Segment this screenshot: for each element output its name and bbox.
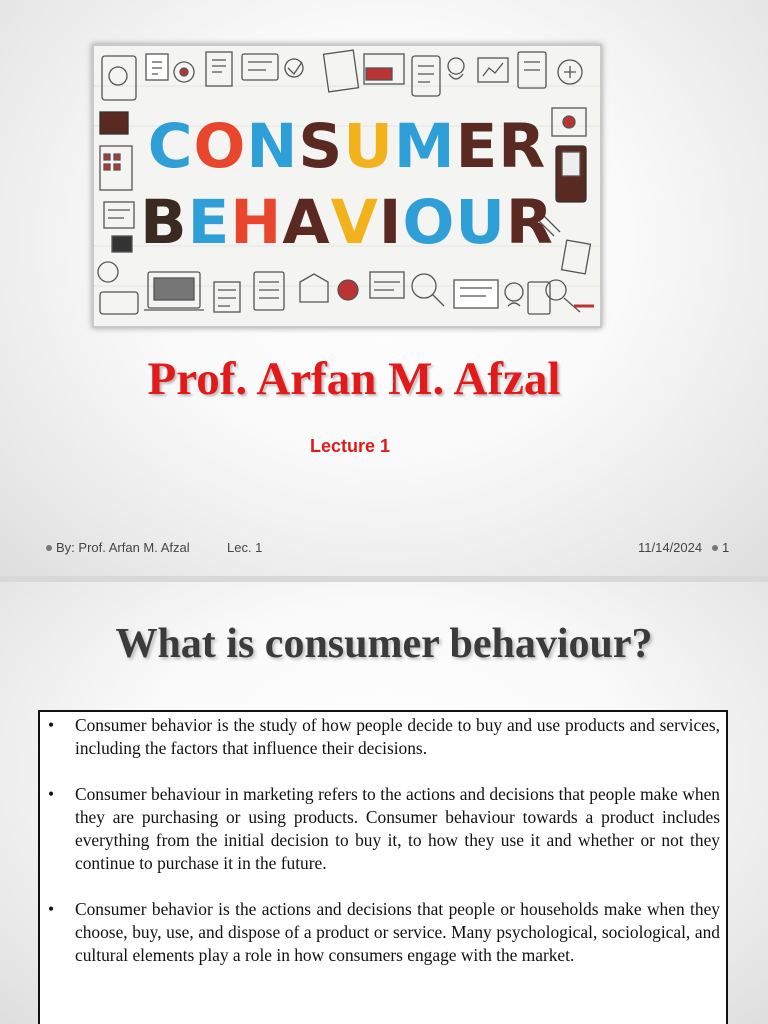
doodle-illustrations xyxy=(94,46,600,326)
professor-name: Prof. Arfan M. Afzal xyxy=(147,353,561,405)
bullet-dot-icon xyxy=(712,545,718,551)
consumer-behaviour-banner xyxy=(92,44,602,328)
list-item xyxy=(46,714,720,760)
consumer-letter: U xyxy=(343,111,394,182)
consumer-letter: N xyxy=(246,111,299,182)
footer-author-text: By: Prof. Arfan M. Afzal xyxy=(56,540,190,555)
behaviour-letter: R xyxy=(505,187,554,258)
consumer-letter: C xyxy=(147,111,194,182)
page-number-text: 1 xyxy=(722,540,730,555)
behaviour-letter: V xyxy=(330,187,379,258)
behaviour-letter: A xyxy=(282,187,331,258)
bullet-icon: • xyxy=(48,899,55,919)
bullet-dot-icon xyxy=(46,545,52,551)
footer-page-number xyxy=(712,540,729,555)
footer-date-text: 11/14/2024 xyxy=(638,540,703,555)
list-item xyxy=(46,783,720,875)
list-item-text: Consumer behavior is the actions and decisions that people or households make when they choose, buy, use, and dispose of a product or service. Many psychological, sociological, and cultural elements play a role in how consumers engage with the market. xyxy=(75,899,720,965)
list-item-text: Consumer behaviour in marketing refers to the actions and decisions that people make when they are purchasing or using products. Consumer behaviour towards a product includes everything from the initial decision to buy it, to how they use it and whether or not they continue to purchase it in the future. xyxy=(75,784,720,873)
slide-title: What is consumer behaviour? xyxy=(115,621,653,667)
behaviour-letter: B xyxy=(140,187,188,258)
bullet-icon: • xyxy=(48,715,55,735)
list-item xyxy=(46,898,720,967)
consumer-letter: M xyxy=(393,111,456,182)
consumer-letter: E xyxy=(455,111,499,182)
list-item-text: Consumer behavior is the study of how people decide to buy and use products and services, including the factors that influence their decisions. xyxy=(75,715,720,758)
behaviour-letter: O xyxy=(402,187,456,258)
behaviour-letter: E xyxy=(187,187,231,258)
footer-lecture: Lec. 1 xyxy=(227,540,263,555)
bullet-icon: • xyxy=(48,784,55,804)
consumer-letter: S xyxy=(298,111,344,182)
definition-slide xyxy=(0,582,768,1024)
behaviour-letter: U xyxy=(455,187,506,258)
consumer-letter: R xyxy=(498,111,547,182)
definition-text-box xyxy=(38,710,728,1024)
footer-date xyxy=(638,540,702,555)
behaviour-letter: H xyxy=(230,187,283,258)
banner-title-consumer xyxy=(94,112,600,182)
consumer-letter: O xyxy=(193,111,247,182)
footer-author xyxy=(46,540,190,555)
behaviour-letter: I xyxy=(378,187,403,258)
lecture-number: Lecture 1 xyxy=(309,436,391,456)
definition-list xyxy=(46,714,720,967)
banner-title-behaviour xyxy=(94,188,600,258)
